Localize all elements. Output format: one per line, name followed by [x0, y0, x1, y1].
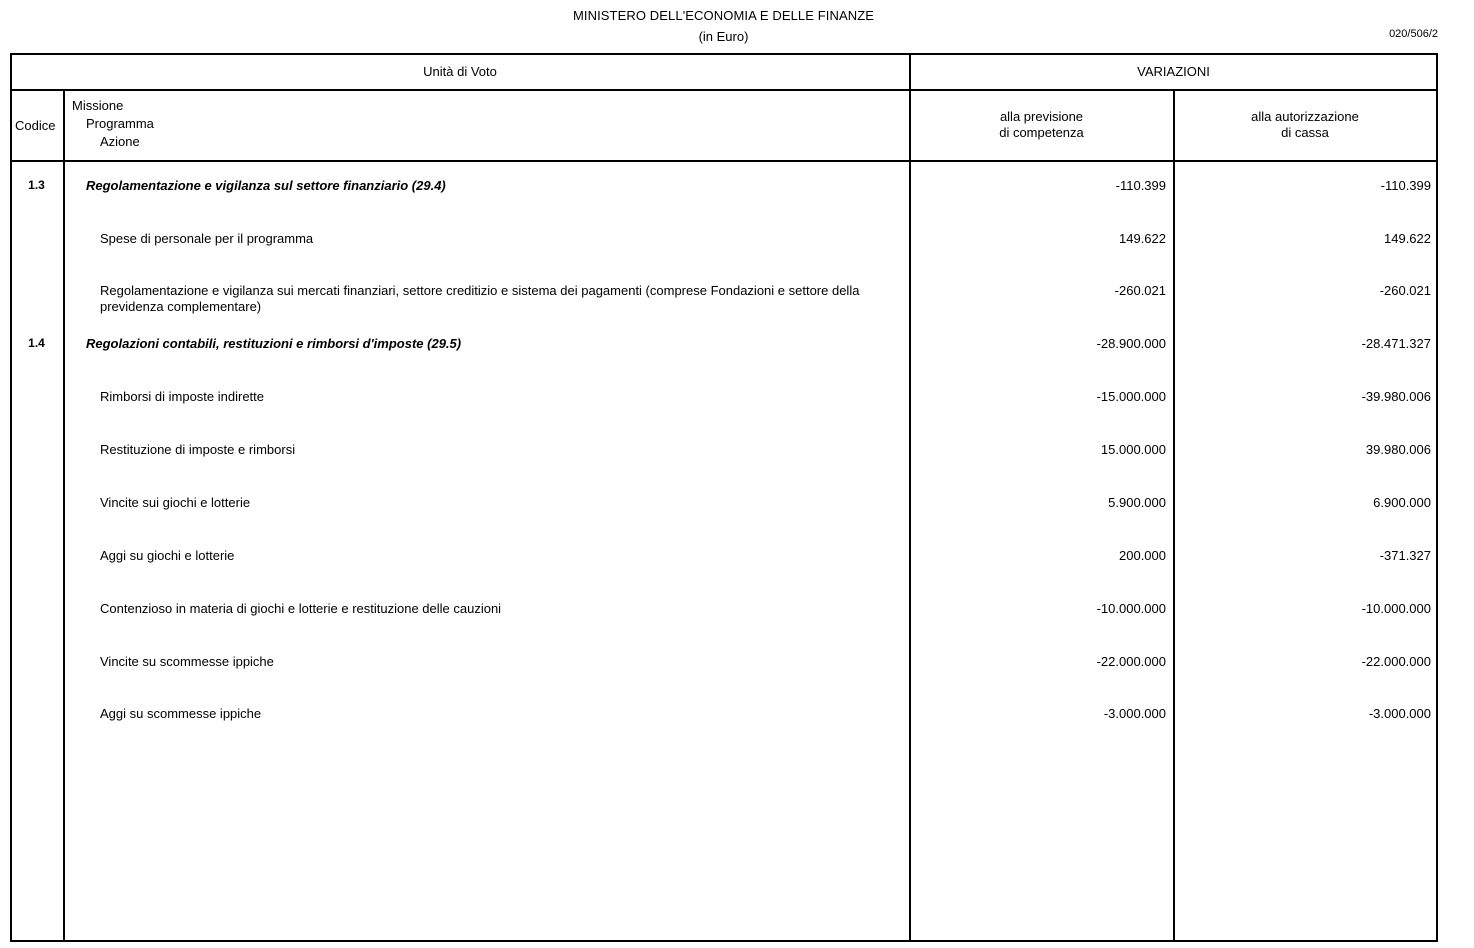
row-competenza: -15.000.000	[1096, 389, 1166, 404]
unita-di-voto-header: Unità di Voto	[423, 64, 497, 79]
row-code: 1.4	[28, 336, 45, 350]
row-label: Aggi su giochi e lotterie	[100, 548, 235, 563]
row-cassa: -22.000.000	[1361, 654, 1431, 669]
row-competenza: -10.000.000	[1096, 601, 1166, 616]
row-competenza: -110.399	[1115, 178, 1166, 193]
row-cassa: -371.327	[1379, 548, 1431, 563]
row-label: Vincite sui giochi e lotterie	[100, 495, 251, 510]
competenza-header-line2: di competenza	[999, 125, 1084, 140]
row-cassa: -39.980.006	[1361, 389, 1431, 404]
table-right-border	[1436, 53, 1438, 942]
column-header-divider	[10, 160, 1438, 162]
row-label: Regolamentazione e vigilanza sul settore finanziario (29.4)	[86, 178, 446, 193]
row-cassa: 6.900.000	[1373, 495, 1431, 510]
row-cassa: 149.622	[1384, 231, 1431, 246]
row-competenza: 5.900.000	[1108, 495, 1166, 510]
group-header-divider	[10, 89, 1438, 91]
row-competenza: -3.000.000	[1103, 706, 1166, 721]
page-title: MINISTERO DELL'ECONOMIA E DELLE FINANZE	[572, 8, 875, 23]
row-competenza: 15.000.000	[1100, 442, 1166, 457]
codice-header: Codice	[15, 118, 56, 133]
cassa-header-line1: alla autorizzazione	[1251, 109, 1359, 124]
row-competenza: 149.622	[1119, 231, 1166, 246]
azione-header: Azione	[100, 134, 140, 149]
row-label: Aggi su scommesse ippiche	[100, 706, 262, 721]
row-cassa: -10.000.000	[1361, 601, 1431, 616]
document-code: 020/506/2	[1389, 28, 1438, 40]
row-label: Regolamentazione e vigilanza sui mercati finanziari, settore creditizio e sistema dei pagamenti (comprese Fondazioni e settore della previdenza complementare)	[100, 283, 860, 314]
row-cassa: -3.000.000	[1368, 706, 1431, 721]
missione-header: Missione	[72, 98, 124, 113]
row-code: 1.3	[28, 178, 45, 192]
row-cassa: 39.980.006	[1365, 442, 1431, 457]
competenza-header-line1: alla previsione	[999, 109, 1084, 124]
currency-subtitle: (in Euro)	[698, 29, 749, 44]
row-cassa: -110.399	[1380, 178, 1431, 193]
competenza-header	[910, 109, 1173, 141]
row-label: Vincite su scommesse ippiche	[100, 654, 274, 669]
row-label: Spese di personale per il programma	[100, 231, 314, 246]
table-top-border	[10, 53, 1438, 55]
cassa-header-line2: di cassa	[1281, 125, 1329, 140]
variazioni-header: VARIAZIONI	[1137, 64, 1210, 79]
cassa-column-divider	[1173, 89, 1175, 942]
row-cassa: -28.471.327	[1361, 336, 1431, 351]
codice-column-divider	[63, 89, 65, 942]
row-cassa: -260.021	[1379, 283, 1431, 298]
cassa-header	[1174, 109, 1436, 141]
row-label: Restituzione di imposte e rimborsi	[100, 442, 296, 457]
row-competenza: -28.900.000	[1096, 336, 1166, 351]
row-label: Rimborsi di imposte indirette	[100, 389, 265, 404]
row-label: Regolazioni contabili, restituzioni e rimborsi d'imposte (29.5)	[86, 336, 462, 351]
table-bottom-border	[10, 940, 1438, 942]
row-label: Contenzioso in materia di giochi e lotterie e restituzione delle cauzioni	[100, 601, 502, 616]
row-competenza: -22.000.000	[1096, 654, 1166, 669]
programma-header: Programma	[86, 116, 154, 131]
row-competenza: -260.021	[1114, 283, 1166, 298]
row-competenza: 200.000	[1119, 548, 1166, 563]
